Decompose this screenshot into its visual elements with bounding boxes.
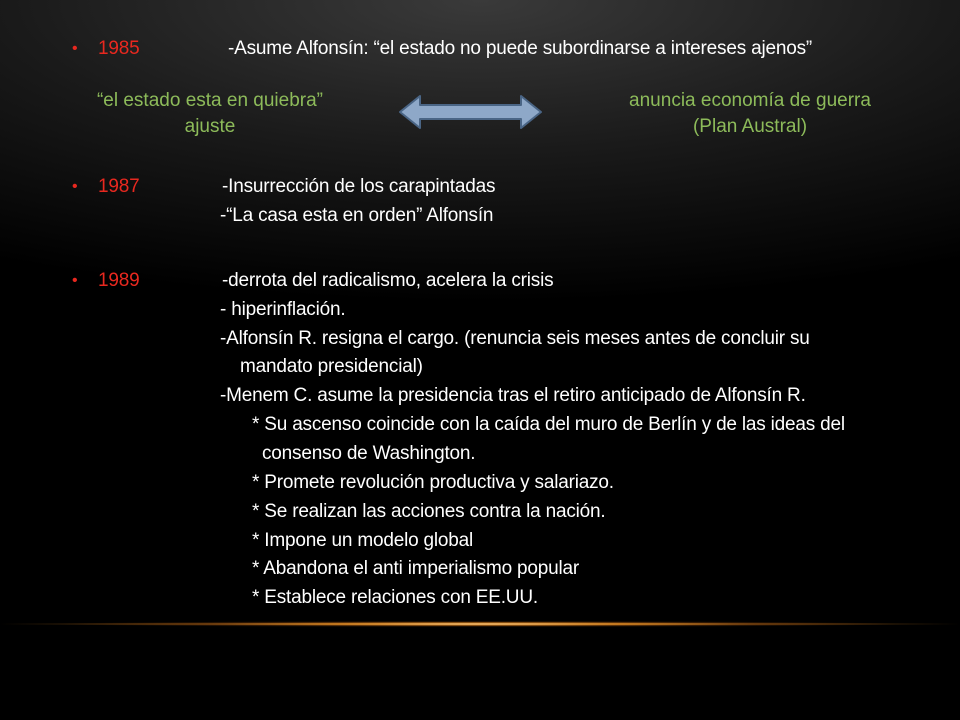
bullet-icon: • [72,40,78,57]
divider-glow-highlight [60,621,900,627]
comparison-right-line: (Plan Austral) [692,116,808,137]
entry-1989-line: * Impone un modelo global [252,530,474,551]
bullet-icon: • [72,272,78,289]
year-1985: 1985 [98,38,140,59]
entry-1985-line: -Asume Alfonsín: “el estado no puede subordinarse a intereses ajenos” [228,38,813,59]
entry-1989-line: * Su ascenso coincide con la caída del muro de Berlín y de las ideas del [252,414,845,435]
year-1987: 1987 [98,176,140,197]
entry-1987-line: -Insurrección de los carapintadas [222,176,496,197]
entry-1989-line: * Abandona el anti imperialismo popular [252,558,580,579]
comparison-right [600,88,900,140]
entry-1989-line: * Promete revolución productiva y salariazo. [252,472,614,493]
entry-1989-line: - hiperinflación. [220,299,346,320]
comparison-left [80,88,340,140]
entry-1989-line: mandato presidencial) [240,356,423,377]
entry-1989-line: consenso de Washington. [262,443,476,464]
comparison-left-line: ajuste [184,116,236,137]
entry-1989-line: -Menem C. asume la presidencia tras el retiro anticipado de Alfonsín R. [220,385,806,406]
bullet-icon: • [72,178,78,195]
double-arrow-icon [398,92,543,132]
entry-1989-line: * Establece relaciones con EE.UU. [252,587,538,608]
entry-1987-line: -“La casa esta en orden” Alfonsín [220,205,494,226]
comparison-left-line: “el estado esta en quiebra” [96,90,324,111]
entry-1989-line: * Se realizan las acciones contra la nación. [252,501,606,522]
entry-1989-line: -derrota del radicalismo, acelera la crisis [222,270,554,291]
comparison-right-line: anuncia economía de guerra [629,90,871,111]
year-1989: 1989 [98,270,140,291]
entry-1989-line: -Alfonsín R. resigna el cargo. (renuncia seis meses antes de concluir su [220,328,810,349]
